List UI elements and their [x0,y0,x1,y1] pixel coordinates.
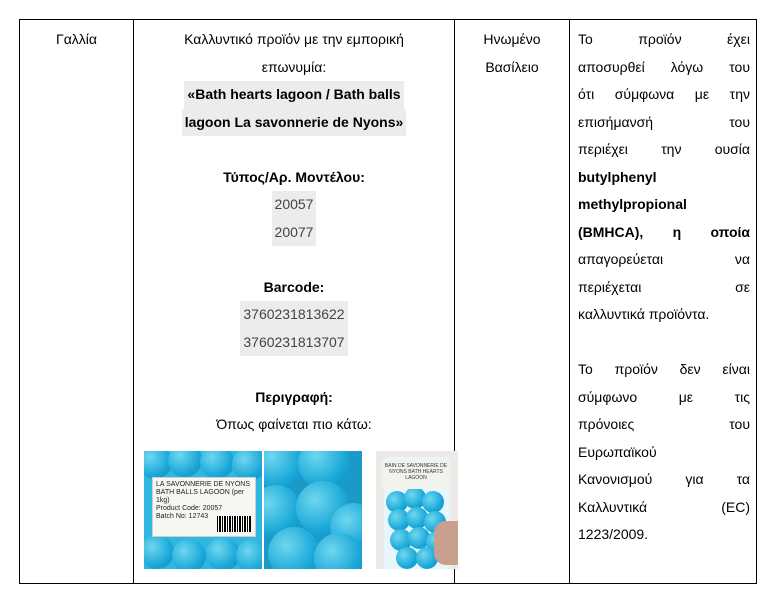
model-number-2: 20077 [272,219,317,247]
reason-cell [570,20,757,584]
barcode-heading: Barcode: [263,278,325,295]
package-label: LA SAVONNERIE DE NYONS BATH BALLS LAGOON (per 1kg) Product Code: 20057 Batch No: 12743 [152,477,256,537]
product-intro-line-1: Καλλυντικό προϊόν με την εμπορική [184,31,404,47]
compliance-line-5: Κανονισμού για τα [578,471,750,487]
description-text: Όπως φαίνεται πιο κάτω: [216,416,372,432]
origin-cell [455,20,570,584]
table-row [20,20,757,584]
country-text: Γαλλία [55,31,97,47]
reason-line-10: περιέχεται σε [578,278,750,295]
reason-line-8: (BMHCA), η οποία [578,223,750,240]
trade-name-line-2: lagoon La savonnerie de Nyons» [182,109,407,137]
compliance-line-7: 1223/2009. [578,526,649,542]
trade-name-line-1: «Bath hearts lagoon / Bath balls [184,81,403,109]
reason-line-11: καλλυντικά προϊόντα. [578,306,710,322]
reason-line-5: περιέχει την ουσία [578,141,750,157]
product-photo-bag-hand [376,451,458,569]
package-label-2: BAIN DE SAVONNERIE DE NYONS BATH HEARTS LAGOON [382,461,450,489]
reason-line-1: Το προϊόν έχει [578,31,750,47]
product-intro-line-2: επωνυμία: [261,58,327,75]
reason-line-3: ότι σύμφωνα με την [578,86,750,102]
barcode-number-2: 3760231813707 [240,329,347,357]
product-cell [134,20,455,584]
compliance-line-2: σύμφωνο με τις [578,388,750,405]
hand [434,521,458,565]
reason-line-4: επισήμανσή του [578,113,750,130]
recall-table [19,19,757,584]
compliance-line-1: Το προϊόν δεν είναι [578,361,750,377]
compliance-line-6: Καλλυντικά (EC) [578,498,750,515]
model-number-1: 20057 [272,191,317,219]
reason-line-9: απαγορεύεται να [578,251,750,267]
product-photos [134,451,454,575]
description-heading: Περιγραφή: [255,388,333,405]
substance-name-1: butylphenyl [578,168,657,185]
product-photo-bath-balls [264,451,362,569]
substance-name-2: methylpropional [578,196,687,212]
origin-line-1: Ηνωμένο [483,31,541,47]
reason-line-2: αποσυρθεί λόγω του [578,58,750,75]
origin-line-2: Βασίλειο [485,58,539,75]
country-cell [20,20,134,584]
model-heading: Τύπος/Αρ. Μοντέλου: [223,168,365,185]
barcode-number-1: 3760231813622 [240,301,347,329]
compliance-line-3: πρόνοιες του [578,416,750,432]
product-photo-bag-label [144,451,262,569]
barcode-graphic [217,516,251,532]
compliance-line-4: Ευρωπαϊκού [578,443,657,460]
